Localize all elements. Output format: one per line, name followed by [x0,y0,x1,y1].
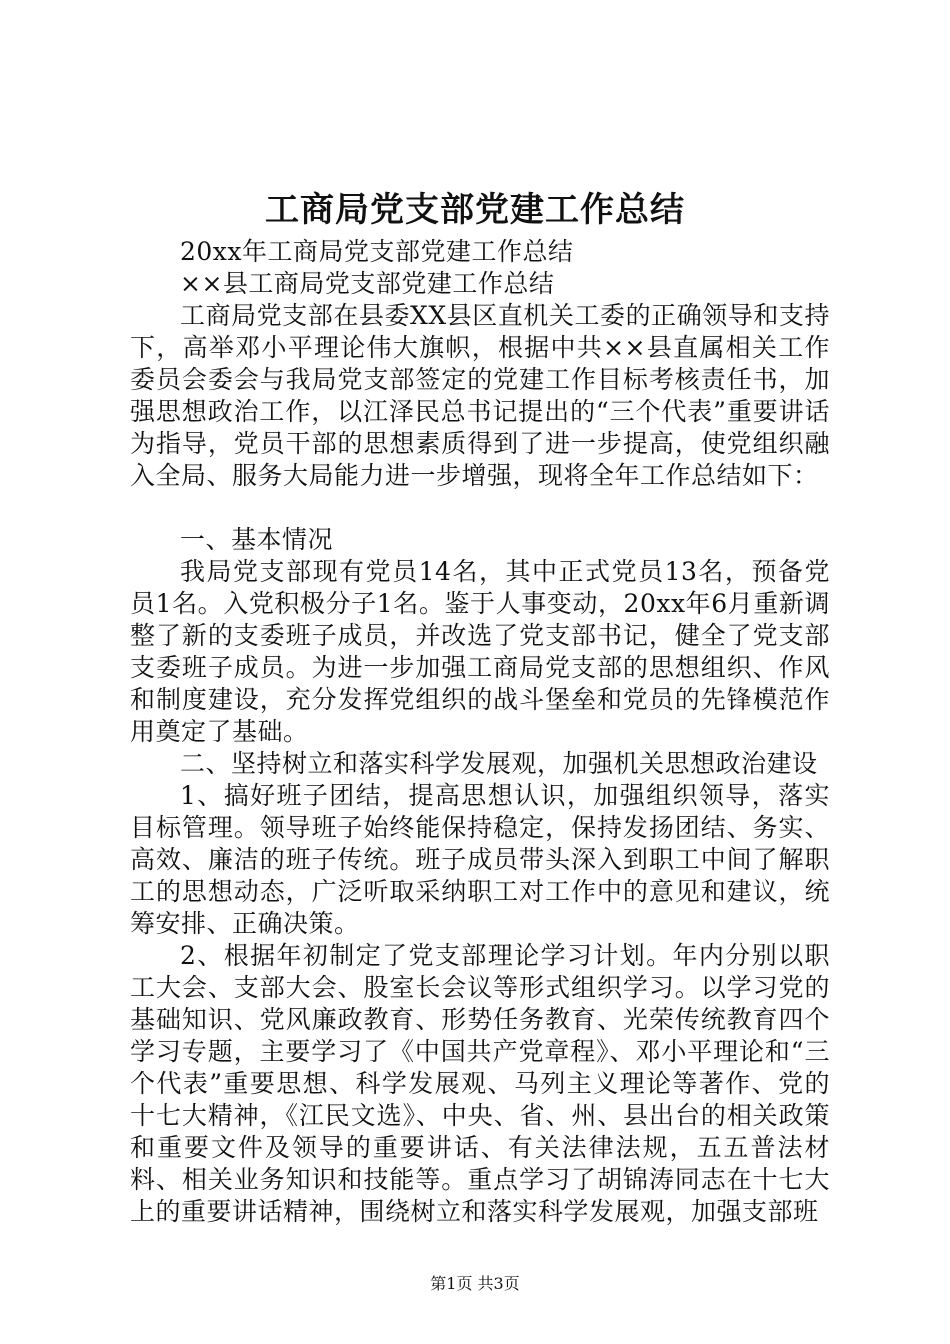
document-body [130,236,830,1228]
paragraph-item-2: 2、根据年初制定了党支部理论学习计划。年内分别以职工大会、支部大会、股室长会议等形式组织学习。以学习党的基础知识、党风廉政教育、形势任务教育、光荣传统教育四个学习专题，主要学习了《中国共产党章程》、邓小平理论和“三个代表”重要思想、科学发展观、马列主义理论等著作、党的十七大精神，《江民文选》、中央、省、州、县出台的相关政策和重要文件及领导的重要讲话、有关法律法规，五五普法材料、相关业务知识和技能等。重点学习了胡锦涛同志在十七大上的重要讲话精神，围绕树立和落实科学发展观，加强支部班 [130,941,830,1226]
paragraph-basic-situation: 我局党支部现有党员14名，其中正式党员13名，预备党员1名。入党积极分子1名。鉴于人事变动，20xx年6月重新调整了新的支委班子成员，并改选了党支部书记，健全了党支部支委班子成员。为进一步加强工商局党支部的思想组织、作风和制度建设，充分发挥党组织的战斗堡垒和党员的先锋模范作用奠定了基础。 [130,557,830,746]
paragraph-item-1: 1、搞好班子团结，提高思想认识，加强组织领导，落实目标管理。领导班子始终能保持稳定，保持发扬团结、务实、高效、廉洁的班子传统。班子成员带头深入到职工中间了解职工的思想动态，广泛听取采纳职工对工作中的意见和建议，统筹安排、正确决策。 [130,781,830,938]
document-title: 工商局党支部党建工作总结 [265,190,685,230]
section-heading-scientific-development: 二、坚持树立和落实科学发展观，加强机关思想政治建设 [180,749,818,778]
section-heading-basic-situation: 一、基本情况 [180,525,334,554]
paragraph-subtitle-year: 20xx年工商局党支部党建工作总结 [180,237,574,266]
paragraph-intro: 工商局党支部在县委XX县区直机关工委的正确领导和支持下，高举邓小平理论伟大旗帜，根据中共××县直属相关工作委员会委会与我局党支部签定的党建工作目标考核责任书，加强思想政治工作，以江泽民总书记提出的“三个代表”重要讲话为指导，党员干部的思想素质得到了进一步提高，使党组织融入全局、服务大局能力进一步增强，现将全年工作总结如下： [130,301,830,490]
page-footer: 第1页 共3页 [430,1274,520,1293]
paragraph-subtitle-county: ××县工商局党支部党建工作总结 [180,269,555,298]
